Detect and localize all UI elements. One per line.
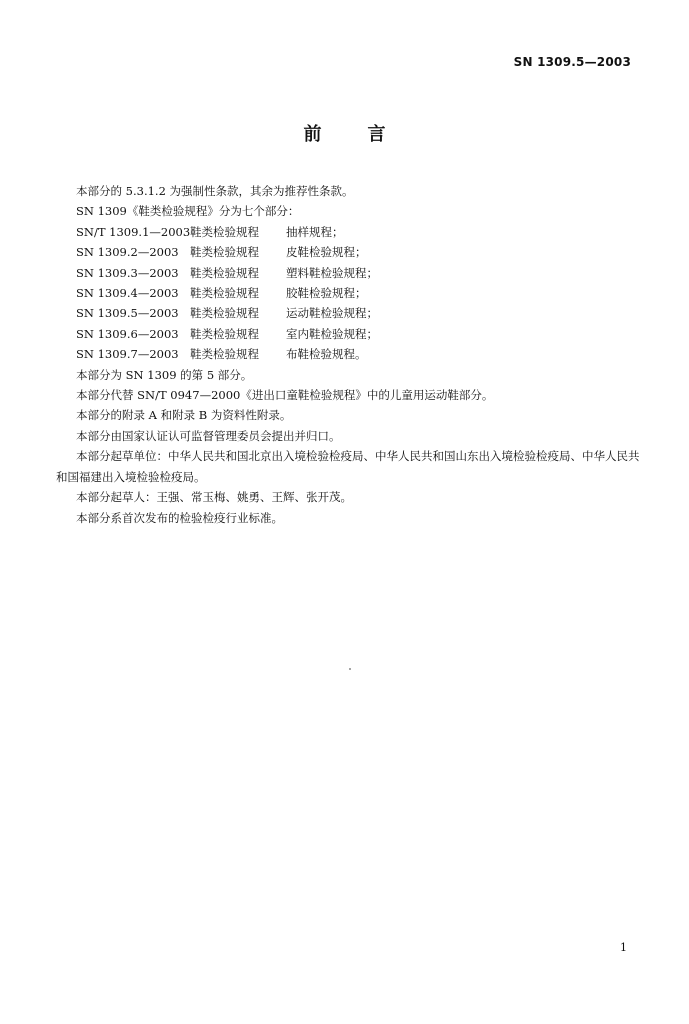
standard-part-code: SN 1309.6—2003	[76, 326, 179, 341]
paragraph-mandatory-clause: 本部分的 5.3.1.2 为强制性条款，其余为推荐性条款。	[76, 184, 354, 198]
standard-part-name: 胶鞋检验规程；	[286, 286, 367, 301]
standard-part-item	[56, 263, 640, 283]
paragraph-part-number: 本部分为 SN 1309 的第 5 部分。	[76, 367, 253, 382]
standard-part-item	[56, 222, 640, 242]
paragraph-parts-intro: SN 1309《鞋类检验规程》分为七个部分：	[76, 204, 300, 219]
standard-part-name: 抽样规程；	[286, 224, 344, 239]
standard-part-series: 鞋类检验规程	[190, 245, 259, 260]
standard-part-series: 鞋类检验规程	[190, 326, 259, 341]
standard-part-code: SN 1309.2—2003	[76, 245, 179, 260]
scan-speck	[349, 668, 351, 670]
paragraph-annexes: 本部分的附录 A 和附录 B 为资料性附录。	[76, 408, 292, 423]
page-title: 前言	[303, 124, 432, 145]
paragraph-drafting-units: 本部分起草单位：中华人民共和国北京出入境检验检疫局、中华人民共和国山东出入境检验检疫局、中华人民共和国福建出入境检验检疫局。	[56, 449, 640, 484]
standard-part-item	[56, 242, 640, 262]
standard-part-item	[56, 303, 640, 323]
standard-part-series: 鞋类检验规程	[190, 286, 259, 301]
paragraph-first-release: 本部分系首次发布的检验检疫行业标准。	[76, 510, 283, 525]
standard-part-item	[56, 324, 640, 344]
paragraph-proposer: 本部分由国家认证认可监督管理委员会提出并归口。	[76, 428, 341, 443]
standard-part-code: SN/T 1309.1—2003	[76, 224, 191, 239]
standard-part-code: SN 1309.5—2003	[76, 306, 179, 321]
standard-part-code: SN 1309.4—2003	[76, 286, 179, 301]
paragraph-drafters: 本部分起草人：王强、常玉梅、姚勇、王辉、张开茂。	[76, 490, 352, 505]
standard-part-item	[56, 283, 640, 303]
standard-part-name: 塑料鞋检验规程；	[286, 265, 378, 280]
standard-part-name: 皮鞋检验规程；	[286, 245, 367, 260]
standard-number: SN 1309.5—2003	[513, 55, 631, 69]
standard-parts-list	[56, 222, 640, 365]
standard-part-name: 布鞋检验规程。	[286, 347, 367, 362]
paragraph-replaces: 本部分代替 SN/T 0947—2000《进出口童鞋检验规程》中的儿童用运动鞋部分。	[76, 388, 494, 403]
standard-part-series: 鞋类检验规程	[190, 265, 259, 280]
standard-part-series: 鞋类检验规程	[190, 347, 259, 362]
standard-part-code: SN 1309.3—2003	[76, 265, 179, 280]
standard-part-series: 鞋类检验规程	[190, 224, 259, 239]
document-body	[56, 181, 640, 528]
standard-part-item	[56, 344, 640, 364]
page-number: 1	[620, 941, 627, 954]
standard-part-name: 室内鞋检验规程；	[286, 326, 378, 341]
standard-part-code: SN 1309.7—2003	[76, 347, 179, 362]
standard-part-name: 运动鞋检验规程；	[286, 306, 378, 321]
standard-part-series: 鞋类检验规程	[190, 306, 259, 321]
